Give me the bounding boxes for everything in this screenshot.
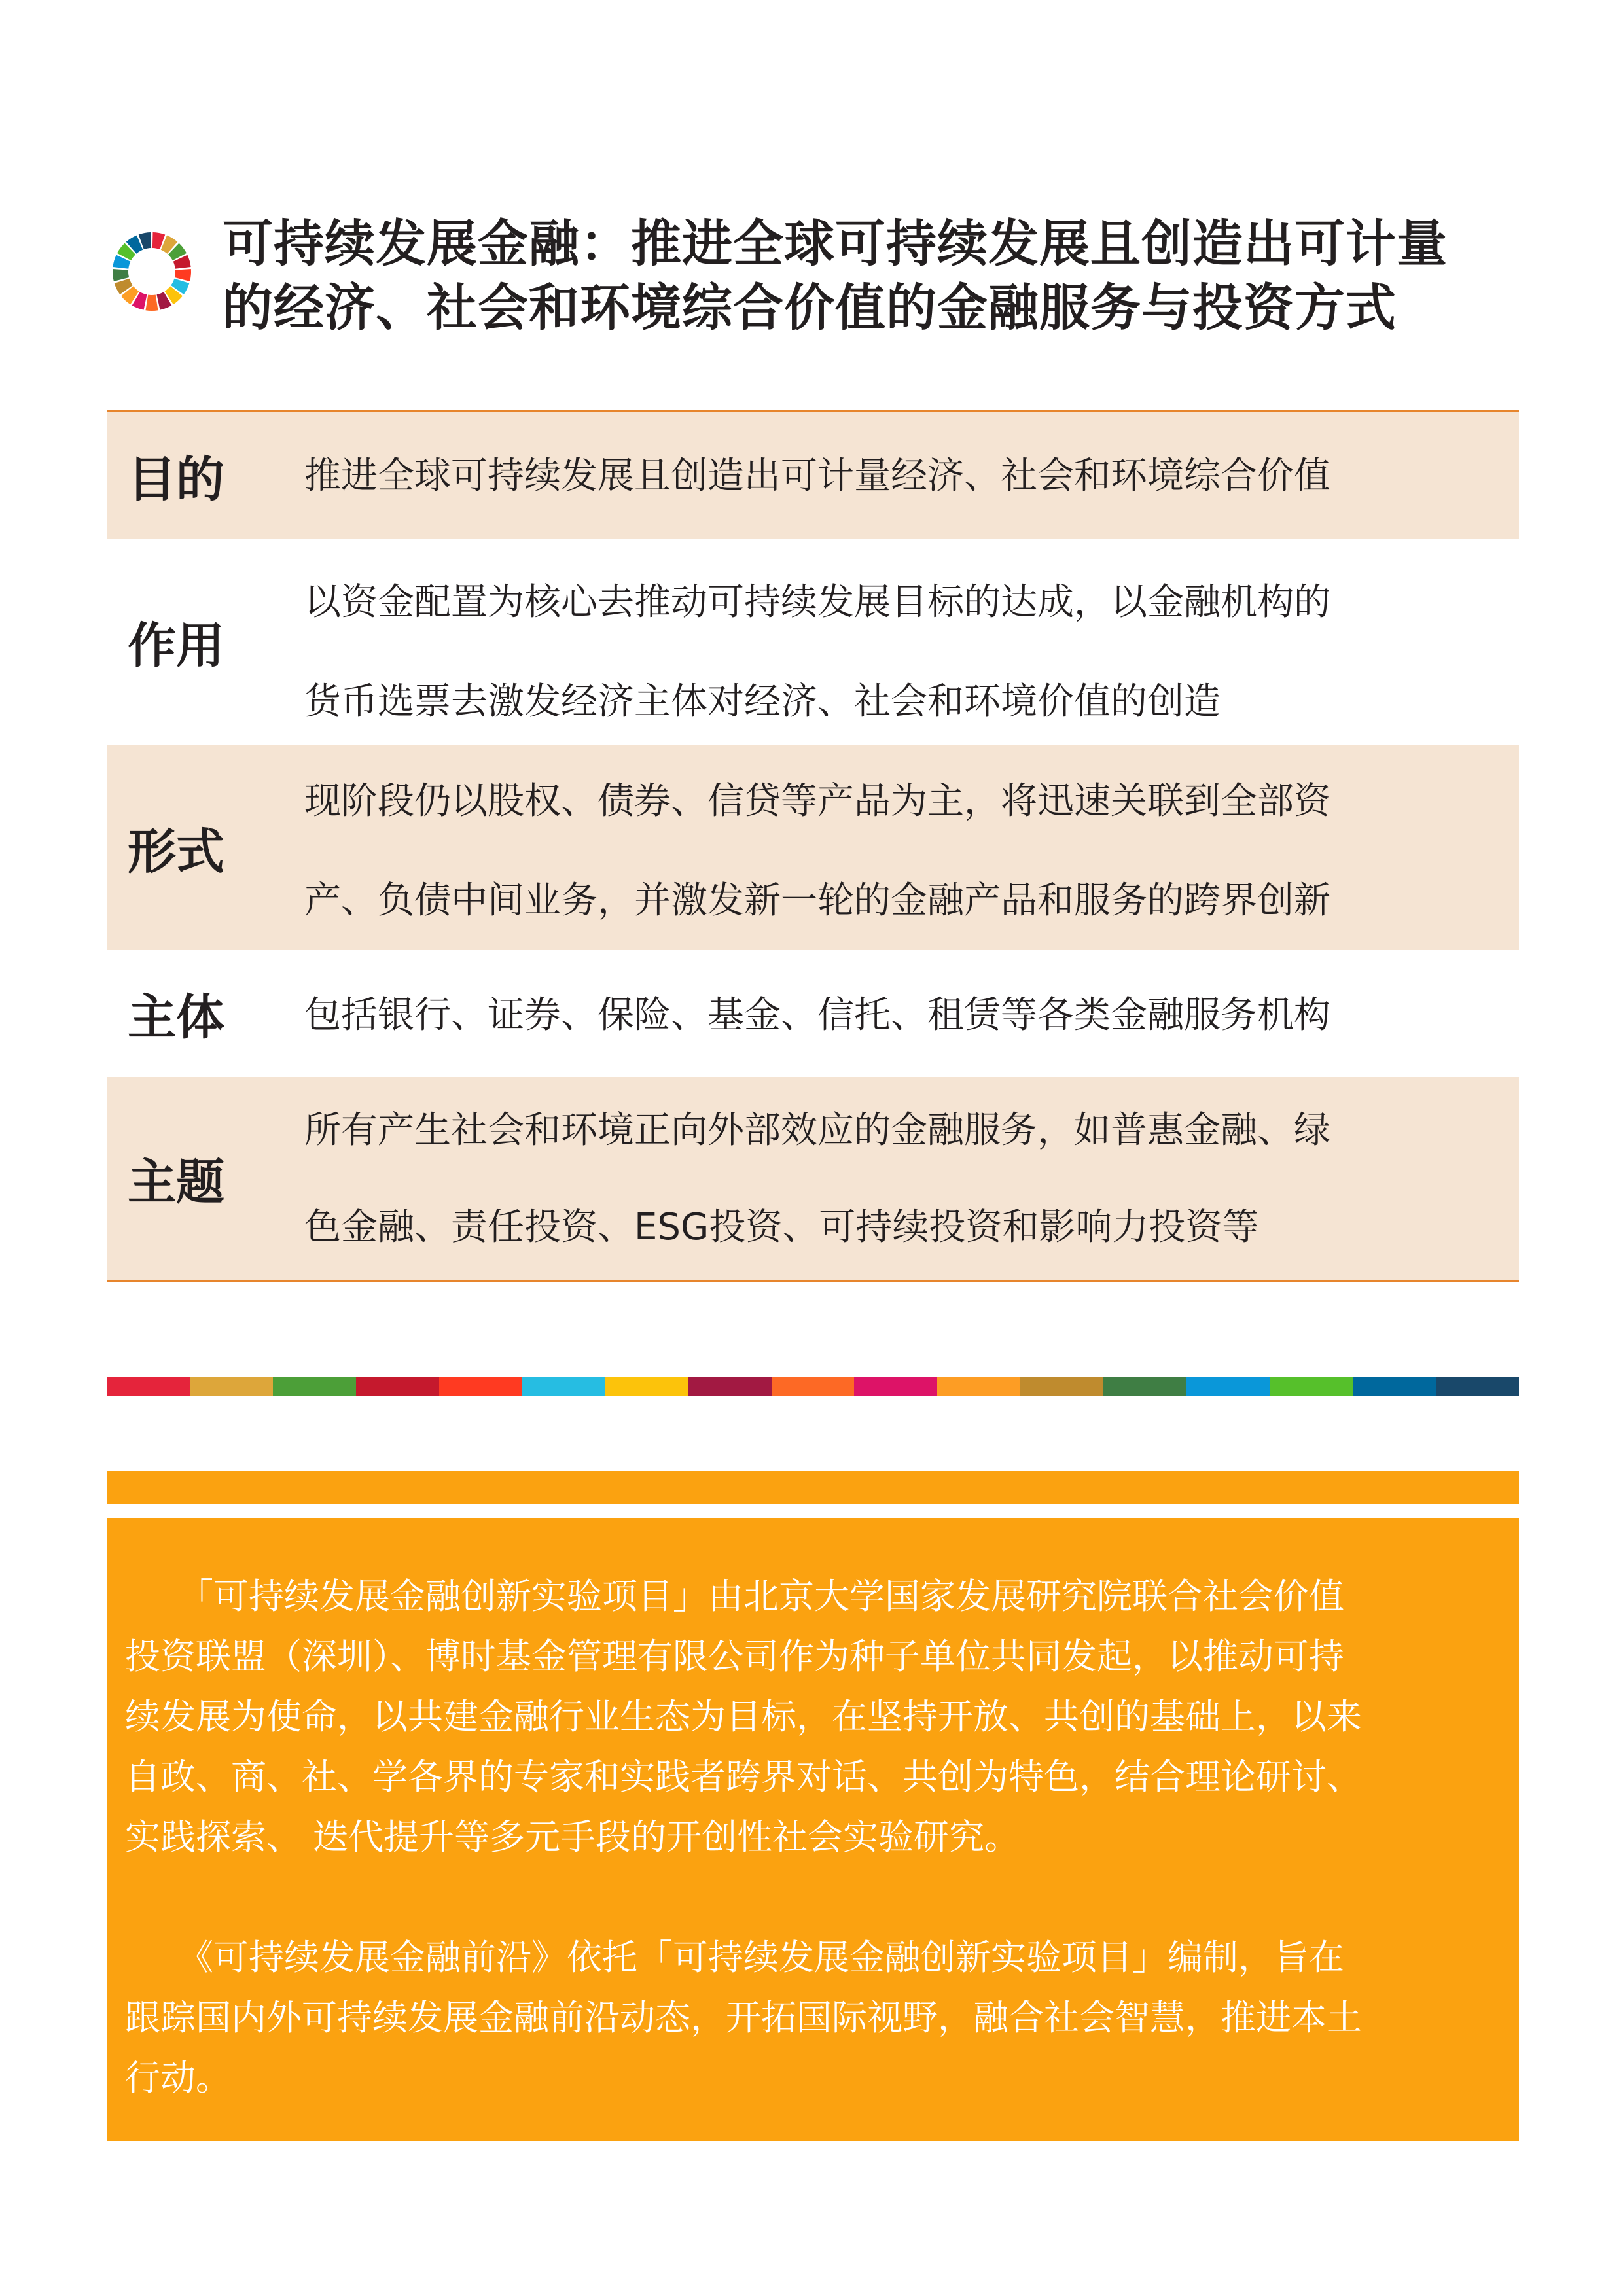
sdg-color-segment	[1436, 1377, 1519, 1396]
info-line: 续发展为使命，以共建金融行业生态为目标，在坚持开放、共创的基础上，以来	[125, 1696, 1362, 1737]
definition-term: 作用	[128, 618, 224, 674]
definition-description	[304, 539, 1519, 752]
info-line: 《可持续发展金融前沿》依托「可持续发展金融创新实验项目」编制，旨在	[125, 1937, 1344, 1978]
definition-description	[304, 950, 1519, 1048]
info-line: 实践探索、 迭代提升等多元手段的开创性社会实验研究。	[125, 1816, 1020, 1858]
page-title	[223, 213, 1448, 341]
sdg-color-segment	[522, 1377, 605, 1396]
sdg-color-segment	[772, 1377, 855, 1396]
sdg-color-strip	[107, 1377, 1519, 1396]
sdg-color-segment	[854, 1377, 937, 1396]
description-line: 色金融、责任投资、ESG投资、可持续投资和影响力投资等	[304, 1206, 1259, 1248]
description-line: 包括银行、证券、保险、基金、信托、租赁等各类金融服务机构	[304, 994, 1330, 1036]
definition-row-theme	[107, 1077, 1519, 1280]
description-line: 以资金配置为核心去推动可持续发展目标的达成，以金融机构的	[304, 581, 1330, 624]
description-line: 所有产生社会和环境正向外部效应的金融服务，如普惠金融、绿	[304, 1109, 1330, 1152]
sdg-color-segment	[605, 1377, 688, 1396]
info-line: 跟踪国内外可持续发展金融前沿动态，开拓国际视野，融合社会智慧，推进本土	[125, 1997, 1362, 2038]
info-line: 投资联盟（深圳）、博时基金管理有限公司作为种子单位共同发起，以推动可持	[125, 1636, 1344, 1677]
sdg-color-segment	[190, 1377, 273, 1396]
definition-row-purpose	[107, 412, 1519, 539]
description-line: 现阶段仍以股权、债券、信贷等产品为主，将迅速关联到全部资	[304, 780, 1330, 822]
title-line-1: 可持续发展金融：推进全球可持续发展且创造出可计量	[223, 215, 1448, 274]
orange-divider-bar	[107, 1471, 1519, 1504]
definition-term: 目的	[128, 451, 224, 508]
title-line-2: 的经济、社会和环境综合价值的金融服务与投资方式	[223, 279, 1397, 338]
info-paragraph-1	[125, 1566, 1499, 1867]
sdg-wheel-segment	[145, 295, 158, 311]
info-line: 「可持续发展金融创新实验项目」由北京大学国家发展研究院联合社会价值	[125, 1576, 1344, 1617]
definition-term: 主体	[128, 989, 224, 1046]
sdg-color-segment	[688, 1377, 772, 1396]
sdg-color-wheel-icon	[111, 231, 192, 312]
definition-row-form	[107, 745, 1519, 950]
info-line: 自政、商、社、学各界的专家和实践者跨界对话、共创为特色，结合理论研讨、	[125, 1756, 1362, 1797]
description-line: 产、负债中间业务，并激发新一轮的金融产品和服务的跨界创新	[304, 879, 1330, 922]
sdg-color-segment	[107, 1377, 190, 1396]
definition-description	[304, 1077, 1519, 1276]
sdg-color-segment	[937, 1377, 1020, 1396]
definition-row-subject	[107, 950, 1519, 1077]
sdg-color-segment	[1186, 1377, 1270, 1396]
description-line: 货币选票去激发经济主体对经济、社会和环境价值的创造	[304, 680, 1221, 723]
page-header	[111, 213, 1531, 344]
description-line: 推进全球可持续发展且创造出可计量经济、社会和环境综合价值	[304, 455, 1330, 497]
definition-description	[304, 745, 1519, 951]
definition-description	[304, 412, 1519, 509]
sdg-color-segment	[1020, 1377, 1103, 1396]
sdg-color-segment	[439, 1377, 522, 1396]
info-line: 行动。	[125, 2057, 231, 2098]
definition-table	[107, 410, 1519, 1282]
definition-row-role	[107, 539, 1519, 745]
sdg-color-segment	[1103, 1377, 1186, 1396]
sdg-color-segment	[273, 1377, 356, 1396]
sdg-color-segment	[356, 1377, 439, 1396]
info-paragraph-2	[125, 1928, 1499, 2108]
definition-term: 形式	[128, 823, 224, 880]
sdg-color-segment	[1270, 1377, 1353, 1396]
definition-term: 主题	[128, 1154, 224, 1210]
sdg-color-segment	[1353, 1377, 1436, 1396]
project-info-box	[107, 1518, 1519, 2141]
